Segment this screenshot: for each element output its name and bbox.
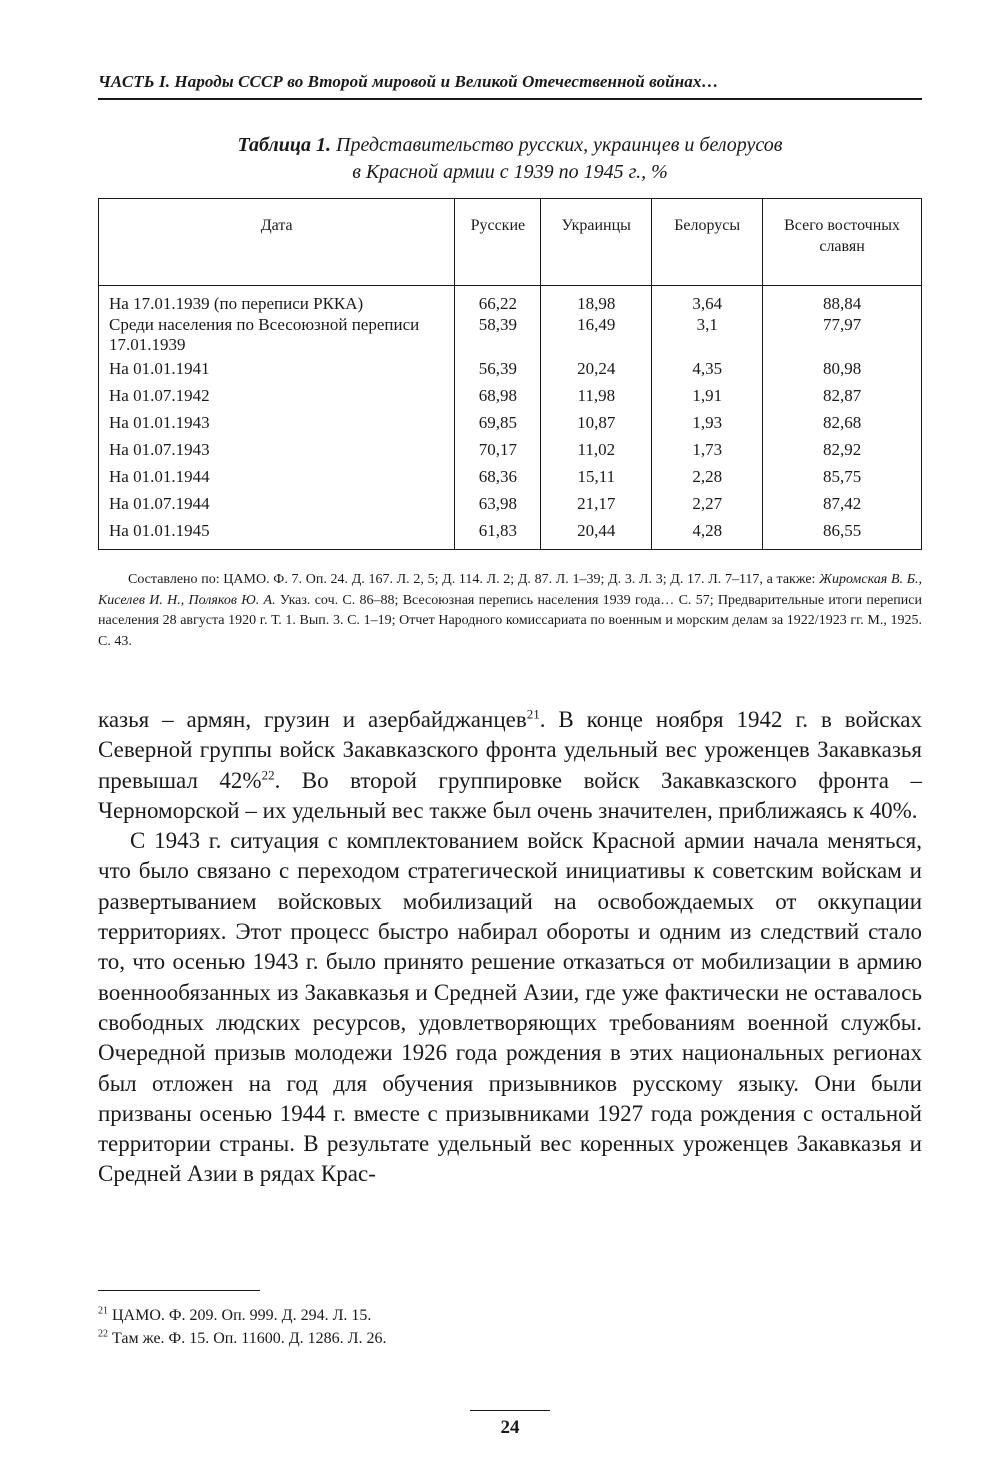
russians-cell: 63,98 (455, 494, 541, 521)
source-note-part2: Указ. соч. С. 86–88; Всесоюзная перепись населения 1939 года… С. 57; Предварительные итоги переписи населения 28 августа 1920 г. Т. 1. Вып. 3. С. 1–19; Отчет Народного комиссариата по военным и морским делам за 1922/1923 гг. М., 1925. С. 43. (98, 592, 922, 649)
total-cell: 88,84 (763, 286, 922, 316)
date-cell: На 01.01.1945 (99, 521, 455, 550)
paragraph-1-part-b: . В конце ноября 1942 г. в войсках Северной группы войск Закавказского фронта удельный вес уроженцев Закавказья превышал 42% (98, 707, 923, 793)
russians-cell: 70,17 (455, 440, 541, 467)
date-cell: На 01.01.1944 (99, 467, 455, 494)
russians-cell: 58,39 (455, 315, 541, 359)
total-cell: 82,92 (763, 440, 922, 467)
belarusians-cell: 4,35 (652, 359, 763, 386)
footnote-ref-21[interactable]: 21 (526, 706, 540, 722)
belarusians-cell: 2,27 (652, 494, 763, 521)
date-cell: На 01.01.1941 (99, 359, 455, 386)
table-row (99, 386, 922, 413)
column-header-belarusians: Белорусы (652, 199, 763, 286)
page-number: 24 (500, 1417, 520, 1438)
table-caption-line2: в Красной армии с 1939 по 1945 г., % (352, 161, 668, 183)
table-row (99, 494, 922, 521)
total-cell: 87,42 (763, 494, 922, 521)
source-note-authors: Жиромская В. Б., Киселев И. Н., Поляков Ю. А. (98, 572, 922, 608)
table-row (99, 359, 922, 386)
table-header-row (99, 199, 922, 286)
footnote-22 (98, 1327, 922, 1350)
russians-cell: 66,22 (455, 286, 541, 316)
belarusians-cell: 3,1 (652, 315, 763, 359)
total-cell: 82,68 (763, 413, 922, 440)
footnotes (98, 1304, 922, 1350)
ukrainians-cell: 10,87 (541, 413, 652, 440)
footnote-number: 22 (98, 1328, 108, 1340)
belarusians-cell: 1,93 (652, 413, 763, 440)
ukrainians-cell: 16,49 (541, 315, 652, 359)
ukrainians-cell: 18,98 (541, 286, 652, 316)
total-cell: 86,55 (763, 521, 922, 550)
date-cell: На 01.07.1942 (99, 386, 455, 413)
ukrainians-cell: 20,24 (541, 359, 652, 386)
russians-cell: 61,83 (455, 521, 541, 550)
source-note (98, 570, 922, 652)
table-body (99, 286, 922, 550)
running-head: ЧАСТЬ I. Народы СССР во Второй мировой и Великой Отечественной войнах… (98, 72, 719, 91)
source-note-part1: Составлено по: ЦАМО. Ф. 7. Оп. 24. Д. 167. Л. 2, 5; Д. 114. Л. 2; Д. 87. Л. 1–39; Д. 3. Л. 3; Д. 17. Л. 7–117, а также: (128, 572, 820, 587)
footnote-21 (98, 1304, 922, 1327)
total-cell: 77,97 (763, 315, 922, 359)
paragraph-1-part-a: казья – армян, грузин и азербайджанцев (98, 707, 527, 732)
date-cell: Среди населения по Всесоюзной переписи 17.01.1939 (99, 315, 455, 359)
data-table (98, 198, 922, 550)
column-header-ukrainians: Украинцы (541, 199, 652, 286)
ukrainians-cell: 20,44 (541, 521, 652, 550)
paragraph-2: С 1943 г. ситуация с комплектованием войск Красной армии начала меняться, что было связано с переходом стратегической инициативы к советским войскам и развертыванием войсковых мобилизаций на освобождаемых от оккупации территориях. Этот процесс быстро набирал обороты и одним из следствий стало то, что осенью 1943 г. было принято решение отказаться от мобилизации в армию военнообязанных из Закавказья и Средней Азии, где уже фактически не оставалось свободных людских ресурсов, удовлетворяющих требованиям военной службы. Очередной призыв молодежи 1926 года рождения в этих национальных регионах был отложен на год для обучения призывников русскому языку. Они были призваны осенью 1944 г. вместе с призывниками 1927 года рождения с остальной территории страны. В результате удельный вес коренных уроженцев Закавказья и Средней Азии в рядах Крас- (98, 828, 922, 1187)
table-caption-label: Таблица 1. (237, 134, 332, 156)
footnote-number: 21 (98, 1305, 108, 1317)
table-caption-line1: Представительство русских, украинцев и белорусов (331, 134, 783, 156)
paragraph-1-part-c: . Во второй группировке войск Закавказского фронта – Черноморской – их удельный вес также был очень значителен, приближаясь к 40%. (98, 767, 922, 823)
ukrainians-cell: 21,17 (541, 494, 652, 521)
russians-cell: 68,36 (455, 467, 541, 494)
ukrainians-cell: 15,11 (541, 467, 652, 494)
total-cell: 80,98 (763, 359, 922, 386)
footnote-ref-22[interactable]: 22 (261, 766, 275, 782)
date-cell: На 01.01.1943 (99, 413, 455, 440)
header-rule (98, 98, 922, 100)
table-row (99, 521, 922, 550)
table-caption (98, 132, 922, 186)
table-row (99, 315, 922, 359)
date-cell: На 01.07.1943 (99, 440, 455, 467)
page-number-rule (470, 1410, 550, 1411)
ukrainians-cell: 11,02 (541, 440, 652, 467)
footnote-text: Там же. Ф. 15. Оп. 11600. Д. 1286. Л. 26. (108, 1330, 387, 1347)
belarusians-cell: 4,28 (652, 521, 763, 550)
footnote-text: ЦАМО. Ф. 209. Оп. 999. Д. 294. Л. 15. (108, 1307, 372, 1324)
date-cell: На 01.07.1944 (99, 494, 455, 521)
table-row (99, 413, 922, 440)
footnote-rule (98, 1290, 260, 1291)
ukrainians-cell: 11,98 (541, 386, 652, 413)
belarusians-cell: 1,73 (652, 440, 763, 467)
column-header-russians: Русские (455, 199, 541, 286)
russians-cell: 69,85 (455, 413, 541, 440)
russians-cell: 68,98 (455, 386, 541, 413)
paragraph-1 (98, 705, 922, 826)
column-header-total-east-slavs: Всего восточных славян (763, 199, 922, 286)
table-row (99, 286, 922, 316)
table-row (99, 467, 922, 494)
belarusians-cell: 2,28 (652, 467, 763, 494)
russians-cell: 56,39 (455, 359, 541, 386)
column-header-date: Дата (99, 199, 455, 286)
body-text (98, 705, 922, 1190)
table-row (99, 440, 922, 467)
belarusians-cell: 1,91 (652, 386, 763, 413)
belarusians-cell: 3,64 (652, 286, 763, 316)
total-cell: 82,87 (763, 386, 922, 413)
date-cell: На 17.01.1939 (по переписи РККА) (99, 286, 455, 316)
total-cell: 85,75 (763, 467, 922, 494)
